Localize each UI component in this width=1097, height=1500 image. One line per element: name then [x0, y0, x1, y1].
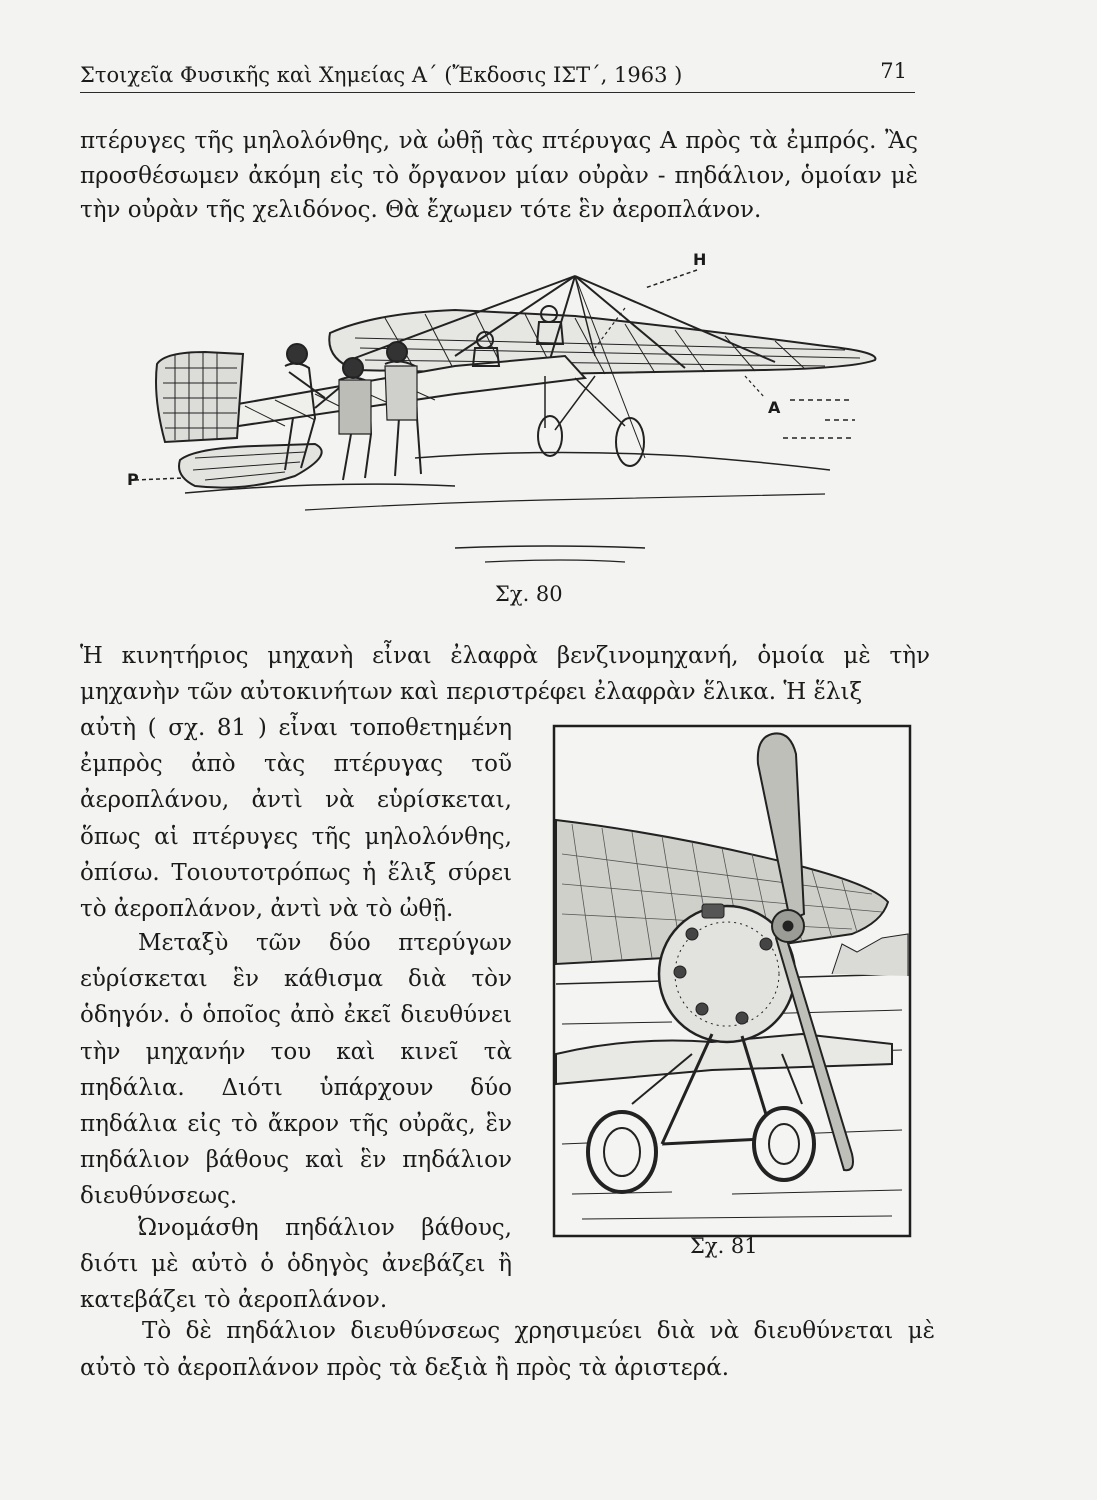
column-depth	[80, 1210, 512, 1319]
paragraph-propeller: αὐτὴ ( σχ. 81 ) εἶναι τοποθετημένη ἐμπρὸς ἀπὸ τὰς πτέρυγας τοῦ ἀεροπλάνου, ἀντὶ νὰ εὑρίσκεται, ὅπως αἱ πτέρυγες τῆς μηλολόνθης, ὀπίσω. Τοιουτοτρόπως ἡ ἕλιξ σύρει τὸ ἀεροπλάνον, ἀντὶ νὰ τὸ ὠθῇ.	[80, 715, 512, 923]
paragraph-engine: Ἡ κινητήριος μηχανὴ εἶναι ἐλαφρὰ βενζινομηχανή, ὁμοία μὲ τὴν μηχανὴν τῶν αὐτοκινήτων καὶ περιστρέφει ἐλαφρὰν ἕλικα. Ἡ ἕλιξ	[80, 643, 930, 705]
running-header	[80, 50, 915, 93]
figure-80-label-a: Α	[768, 398, 781, 417]
paragraph-seat: Μεταξὺ τῶν δύο πτερύγων εὑρίσκεται ἓν κάθισμα διὰ τὸν ὁδηγόν. ὁ ὁποῖος ἀπὸ ἐκεῖ διευθύνει τὴν μηχανήν του καὶ κινεῖ τὰ πηδάλια. Διότι ὑπάρχουν δύο πηδάλια εἰς τὸ ἄκρον τῆς οὐρᾶς, ἓν πηδάλιον βάθους καὶ ἓν πηδάλιον διευθύνσεως.	[80, 930, 512, 1210]
figure-80-label-p: Ρ	[127, 470, 139, 489]
book-title: Στοιχεῖα Φυσικῆς καὶ Χημείας Α΄ (Ἔκδοσις ΙΣΤ΄, 1963 )	[80, 63, 683, 87]
figure-81	[552, 724, 912, 1238]
figure-81-illustration	[552, 724, 912, 1238]
page-number: 71	[880, 59, 907, 83]
column-seat	[80, 925, 512, 1215]
figure-80-caption: Σχ. 80	[495, 582, 563, 606]
paragraph-direction-rudder: Τὸ δὲ πηδάλιον διευθύνσεως χρησιμεύει διὰ νὰ διευθύνεται μὲ αὐτὸ τὸ ἀεροπλάνον πρὸς τὰ δεξιὰ ἢ πρὸς τὰ ἀριστερά.	[80, 1318, 935, 1381]
figure-81-caption: Σχ. 81	[690, 1234, 758, 1258]
figure-80	[125, 248, 895, 588]
paragraph-depth-rudder: Ὠνομάσθη πηδάλιον βάθους, διότι μὲ αὐτὸ ὁ ὁδηγὸς ἀνεβάζει ἢ κατεβάζει τὸ ἀεροπλάνον.	[80, 1215, 512, 1314]
figure-80-illustration	[125, 248, 895, 588]
paragraph-wings: πτέρυγες τῆς μηλολόνθης, νὰ ὠθῇ τὰς πτέρυγας Α πρὸς τὰ ἐμπρός. Ἂς προσθέσωμεν ἀκόμη εἰς τὸ ὄργανον μίαν οὐρὰν - πηδάλιον, ὁμοίαν μὲ τὴν οὐρὰν τῆς χελιδόνος. Θὰ ἔχωμεν τότε ἓν ἀεροπλάνον.	[80, 128, 918, 223]
column-propeller	[80, 710, 512, 927]
figure-80-label-h: Η	[693, 250, 707, 269]
